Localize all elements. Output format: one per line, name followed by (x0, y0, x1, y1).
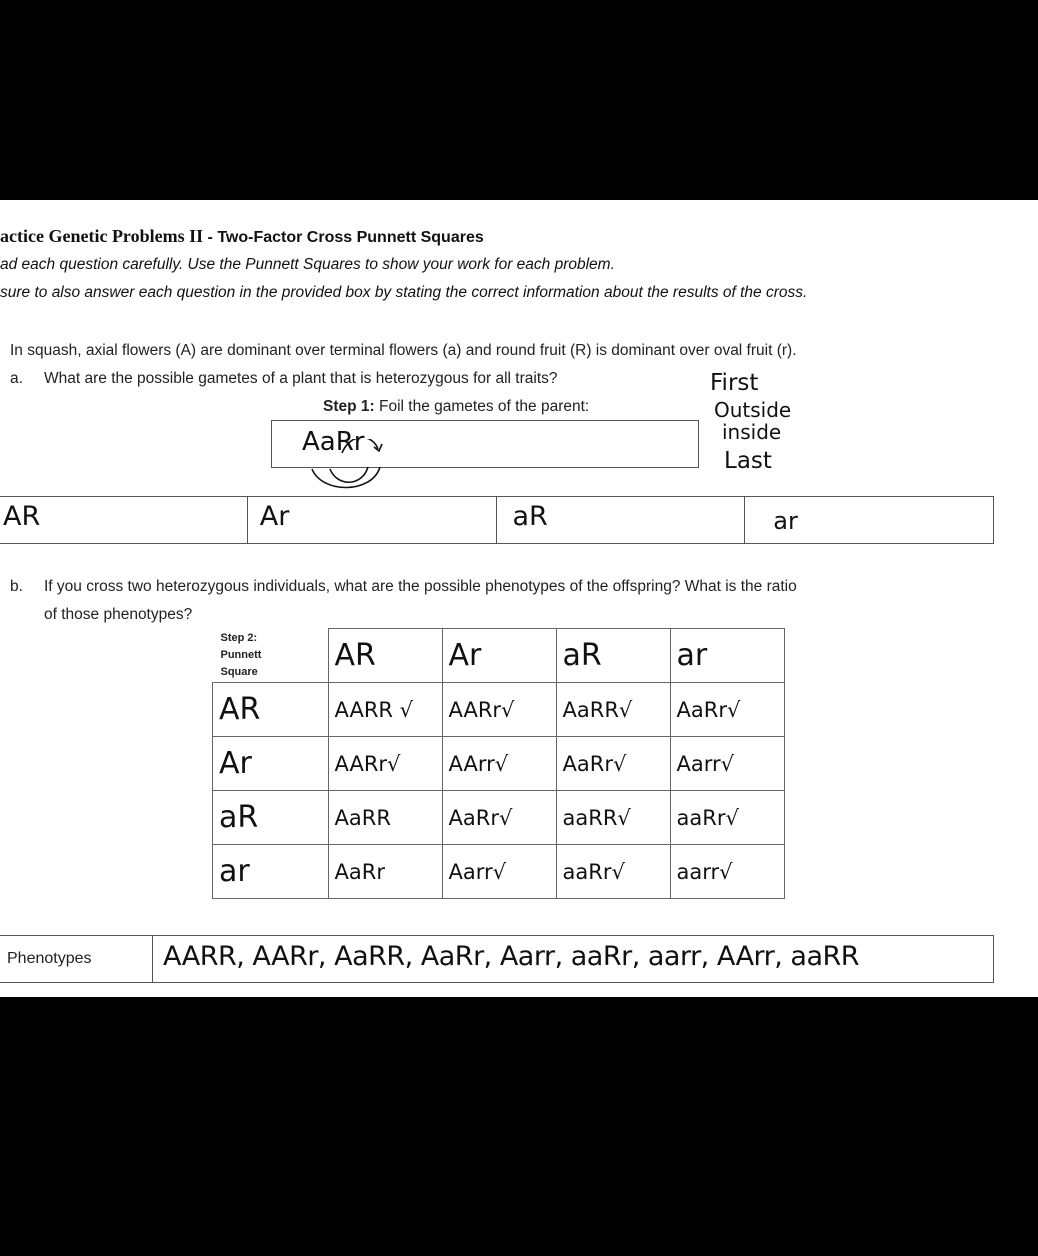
punnett-cell: Aarr√ (670, 737, 784, 791)
worksheet-title: actice Genetic Problems II - Two-Factor Cross Punnett Squares (0, 226, 484, 246)
question-a-text: What are the possible gametes of a plant that is heterozygous for all traits? (44, 370, 558, 387)
punnett-cell: AaRr√ (556, 737, 670, 791)
punnett-row-header: ar (213, 845, 329, 899)
question-a-marker: a. (10, 370, 23, 387)
punnett-cell: aaRR√ (556, 791, 670, 845)
question-b-line-1: If you cross two heterozygous individuals, what are the possible phenotypes of the offspring? What is the ratio (44, 578, 797, 595)
foil-note-inside: inside (722, 420, 782, 444)
gamete-cell: ar (773, 507, 798, 535)
punnett-col-header: AR (328, 629, 442, 683)
punnett-cell: AArr√ (442, 737, 556, 791)
punnett-row-header: aR (213, 791, 329, 845)
step1-answer: AaRr (302, 427, 365, 457)
foil-note-first: First (710, 370, 759, 396)
foil-note-outside: Outside (714, 398, 792, 422)
foil-arrows (302, 439, 392, 494)
gamete-answer-row (0, 496, 994, 544)
punnett-cell: AaRr (328, 845, 442, 899)
instruction-line-1: ad each question carefully. Use the Punnett Squares to show your work for each problem. (0, 256, 615, 273)
punnett-cell: aaRr√ (556, 845, 670, 899)
punnett-row (213, 737, 785, 791)
punnett-cell: AaRR√ (556, 683, 670, 737)
punnett-cell: AARr√ (328, 737, 442, 791)
gamete-cell: AR (0, 497, 248, 543)
punnett-row-header: AR (213, 683, 329, 737)
foil-note-last: Last (724, 448, 772, 474)
punnett-cell: AaRr√ (670, 683, 784, 737)
instruction-line-2: sure to also answer each question in the provided box by stating the correct information about the results of the cross. (0, 284, 808, 301)
punnett-row (213, 791, 785, 845)
phenotypes-answer: AARR, AARr, AaRR, AaRr, Aarr, aaRr, aarr, AArr, aaRR (163, 941, 860, 972)
punnett-row (213, 845, 785, 899)
punnett-row (213, 683, 785, 737)
step1-label: Step 1: Foil the gametes of the parent: (323, 398, 590, 415)
punnett-label: Step 2: Punnett Square (220, 631, 262, 678)
punnett-cell: AARr√ (442, 683, 556, 737)
worksheet-page (0, 200, 1038, 997)
gamete-cell: aR (497, 497, 746, 543)
punnett-cell: aarr√ (670, 845, 784, 899)
gamete-cell: Ar (248, 497, 497, 543)
punnett-col-header: aR (556, 629, 670, 683)
step1-answer-box (271, 420, 699, 468)
phenotypes-label: Phenotypes (0, 936, 153, 982)
punnett-col-header: ar (670, 629, 784, 683)
punnett-square (212, 628, 785, 899)
punnett-cell: aaRr√ (670, 791, 784, 845)
phenotypes-answer-row (0, 935, 994, 983)
punnett-cell: AaRr√ (442, 791, 556, 845)
punnett-col-header: Ar (442, 629, 556, 683)
punnett-cell: AARR √ (328, 683, 442, 737)
punnett-cell: AaRR (328, 791, 442, 845)
question-intro: In squash, axial flowers (A) are dominant over terminal flowers (a) and round fruit (R) is dominant over oval fruit (r). (10, 342, 797, 359)
question-b-line-2: of those phenotypes? (44, 606, 193, 623)
punnett-row-header: Ar (213, 737, 329, 791)
punnett-cell: Aarr√ (442, 845, 556, 899)
question-b-marker: b. (10, 578, 23, 595)
